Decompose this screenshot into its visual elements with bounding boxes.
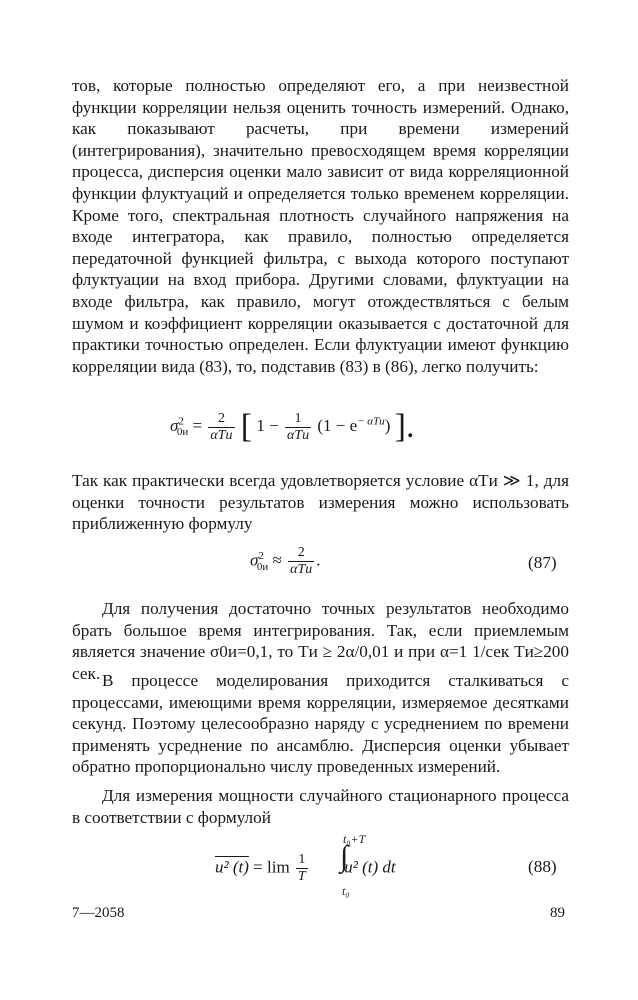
integral-sign: ∫ bbox=[340, 840, 349, 873]
eq1-frac2-num: 1 bbox=[285, 411, 311, 428]
paragraph-2: Так как практически всегда удовлетворяется условие αTи ≫ 1, для оценки точности результатов измерения можно использовать приближенную формулу bbox=[72, 471, 569, 534]
eq1-frac2-den: αTи bbox=[286, 427, 310, 443]
eq2-lhs-sup: 2 bbox=[258, 549, 264, 562]
eq2-approx: ≈ bbox=[272, 550, 282, 570]
eq1-bracket-open: [ bbox=[240, 408, 253, 445]
equation-number-88: (88) bbox=[528, 857, 557, 876]
eq2-dot: . bbox=[316, 550, 321, 570]
eq3-frac-num: 1 bbox=[296, 852, 308, 869]
eq2-lhs: σ bbox=[250, 550, 259, 570]
eq1-paren-term: (1 − e bbox=[317, 415, 358, 435]
paragraph-1: тов, которые полностью определяют его, а при неизвестной функции корреляции нельзя оценить точность измерений. Однако, как показывают расчеты, при времени измерений (интегрирования), значительно превосходящем время корреляции процесса, дисперсия оценки мало зависит от вида корреляционной функции флуктуаций и определяется только временем корреляции. Кроме того, спектральная плотность случайного напряжения на входе интегратора, как правило, полностью определяется передаточной функцией фильтра, с выхода которого поступают флуктуации на вход прибора. Другими словами, флуктуации на входе фильтра, как правило, могут отождествляться с белым шумом и коэффициент корреляции оказывается с достаточной для практики точностью определен. Если флуктуации имеют функцию корреляции вида (83), то, подставив (83) в (86), легко получить: bbox=[72, 76, 569, 376]
eq1-one-minus: 1 − bbox=[256, 415, 279, 435]
eq1-frac1-den: αTи bbox=[210, 427, 233, 443]
eq1-lhs: σ bbox=[170, 415, 179, 435]
integral-upper-limit: t₀+T bbox=[343, 832, 366, 846]
eq3-fraction bbox=[296, 852, 308, 885]
eq3-equals-lim: = lim bbox=[253, 857, 290, 877]
eq2-frac-num: 2 bbox=[288, 545, 314, 562]
eq3-frac-den: T bbox=[297, 869, 306, 884]
paragraph-4: В процессе моделирования приходится сталкиваться с процессами, имеющими время корреляции, измеряемое десятками секунд. Поэтому целесообразно наряду с усреднением по времени применять усреднение по ансамблю. Дисперсия оценки убывает обратно пропорционально числу проведенных измерений. bbox=[72, 671, 569, 777]
eq1-fraction-2 bbox=[285, 411, 311, 444]
eq1-frac1-num: 2 bbox=[208, 411, 234, 428]
paragraph-3: Для получения достаточно точных результатов необходимо брать большое время интегрирования. Так, если приемлемым является значение σ0и=0,1, то Tи ≥ 2α/0,01 и при α=1 1/сек Tи≥200 сек. bbox=[72, 599, 569, 683]
eq1-lhs-sup: 2 bbox=[178, 415, 184, 428]
eq2-fraction bbox=[288, 545, 314, 578]
equation-3 bbox=[215, 852, 396, 885]
eq2-frac-den: αTи bbox=[290, 562, 313, 577]
eq1-lhs-sub: 0и bbox=[176, 426, 189, 439]
eq1-fraction-1 bbox=[208, 411, 234, 444]
page-number: 89 bbox=[550, 905, 565, 921]
eq1-equals: = bbox=[192, 415, 203, 435]
eq3-lhs: u² (t) bbox=[215, 857, 249, 877]
eq3-integrand: u² (t) dt bbox=[344, 857, 396, 877]
equation-2 bbox=[250, 545, 321, 578]
paragraph-5: Для измерения мощности случайного стационарного процесса в соответствии с формулой bbox=[72, 786, 569, 827]
eq2-lhs-sub: 0и bbox=[256, 560, 269, 573]
eq1-paren-close: ) bbox=[384, 415, 391, 435]
eq1-exponent: − αTи bbox=[357, 415, 385, 428]
integral-lower-limit: t₀ bbox=[342, 884, 350, 898]
equation-1 bbox=[170, 408, 414, 446]
printer-signature: 7—2058 bbox=[72, 905, 125, 921]
eq1-bracket-close: ]. bbox=[394, 408, 415, 445]
equation-number-87: (87) bbox=[528, 553, 557, 572]
